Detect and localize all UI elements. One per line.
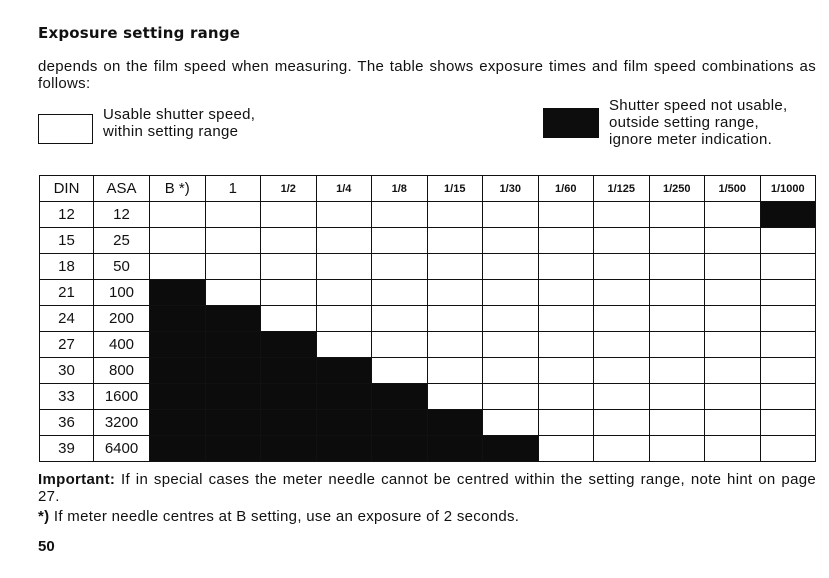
usable-speed-cell xyxy=(483,280,539,306)
usable-speed-cell xyxy=(594,384,650,410)
page-heading: Exposure setting range xyxy=(38,24,241,42)
legend-usable-text xyxy=(103,106,255,140)
asa-cell: 50 xyxy=(94,254,150,280)
usable-speed-cell xyxy=(427,254,483,280)
unusable-speed-cell xyxy=(205,384,261,410)
unusable-speed-cell xyxy=(316,410,372,436)
header-speed: 1/30 xyxy=(483,176,539,202)
usable-speed-cell xyxy=(705,358,761,384)
table-row xyxy=(40,280,816,306)
table-row xyxy=(40,332,816,358)
unusable-speed-cell xyxy=(372,384,428,410)
unusable-speed-cell xyxy=(316,358,372,384)
din-cell: 30 xyxy=(40,358,94,384)
unusable-swatch xyxy=(543,108,599,138)
usable-speed-cell xyxy=(538,436,594,462)
legend-usable-line: Usable shutter speed, xyxy=(103,106,256,123)
unusable-speed-cell xyxy=(205,306,261,332)
usable-speed-cell xyxy=(483,254,539,280)
header-speed: 1 xyxy=(205,176,261,202)
header-speed: 1/8 xyxy=(372,176,428,202)
intro-paragraph: depends on the film speed when measuring. The table shows exposure times and film speed combinations as follows: xyxy=(38,58,816,92)
usable-speed-cell xyxy=(483,358,539,384)
usable-speed-cell xyxy=(594,410,650,436)
usable-speed-cell xyxy=(760,410,816,436)
usable-speed-cell xyxy=(205,254,261,280)
usable-swatch xyxy=(38,114,93,144)
din-cell: 24 xyxy=(40,306,94,332)
usable-speed-cell xyxy=(261,228,317,254)
table-body xyxy=(40,202,816,462)
usable-speed-cell xyxy=(483,202,539,228)
usable-speed-cell xyxy=(205,280,261,306)
usable-speed-cell xyxy=(150,202,206,228)
usable-speed-cell xyxy=(261,202,317,228)
asa-cell: 400 xyxy=(94,332,150,358)
usable-speed-cell xyxy=(705,384,761,410)
usable-speed-cell xyxy=(316,306,372,332)
usable-speed-cell xyxy=(538,332,594,358)
usable-speed-cell xyxy=(372,228,428,254)
usable-speed-cell xyxy=(316,332,372,358)
usable-speed-cell xyxy=(538,384,594,410)
usable-speed-cell xyxy=(372,254,428,280)
usable-speed-cell xyxy=(594,202,650,228)
din-cell: 39 xyxy=(40,436,94,462)
usable-speed-cell xyxy=(594,358,650,384)
unusable-speed-cell xyxy=(261,410,317,436)
exposure-table xyxy=(39,175,816,462)
usable-speed-cell xyxy=(538,358,594,384)
usable-speed-cell xyxy=(705,228,761,254)
usable-speed-cell xyxy=(760,228,816,254)
asa-cell: 6400 xyxy=(94,436,150,462)
legend-unusable-line: Shutter speed not usable, xyxy=(609,97,788,114)
unusable-speed-cell xyxy=(150,332,206,358)
usable-speed-cell xyxy=(427,280,483,306)
usable-speed-cell xyxy=(760,384,816,410)
asa-cell: 200 xyxy=(94,306,150,332)
usable-speed-cell xyxy=(538,410,594,436)
unusable-speed-cell xyxy=(150,384,206,410)
page-number: 50 xyxy=(38,538,55,555)
usable-speed-cell xyxy=(649,384,705,410)
legend-unusable-line: outside setting range, xyxy=(609,114,760,131)
din-cell: 36 xyxy=(40,410,94,436)
usable-speed-cell xyxy=(538,280,594,306)
usable-speed-cell xyxy=(705,202,761,228)
legend-unusable-text xyxy=(609,97,787,148)
table-row xyxy=(40,384,816,410)
unusable-speed-cell xyxy=(150,410,206,436)
unusable-speed-cell xyxy=(760,202,816,228)
asa-cell: 100 xyxy=(94,280,150,306)
usable-speed-cell xyxy=(372,202,428,228)
unusable-speed-cell xyxy=(372,410,428,436)
footnote-text: If meter needle centres at B setting, use an exposure of 2 seconds. xyxy=(49,508,520,525)
usable-speed-cell xyxy=(483,384,539,410)
table-row xyxy=(40,410,816,436)
usable-speed-cell xyxy=(649,306,705,332)
usable-speed-cell xyxy=(483,228,539,254)
unusable-speed-cell xyxy=(427,436,483,462)
usable-speed-cell xyxy=(261,280,317,306)
usable-speed-cell xyxy=(649,254,705,280)
important-text: If in special cases the meter needle cannot be centred within the setting range, note hint on page 27. xyxy=(38,471,816,505)
table-row xyxy=(40,254,816,280)
usable-speed-cell xyxy=(261,254,317,280)
din-cell: 12 xyxy=(40,202,94,228)
usable-speed-cell xyxy=(427,202,483,228)
usable-speed-cell xyxy=(316,280,372,306)
header-speed: 1/15 xyxy=(427,176,483,202)
table-header-row xyxy=(40,176,816,202)
usable-speed-cell xyxy=(760,254,816,280)
asa-cell: 12 xyxy=(94,202,150,228)
header-din: DIN xyxy=(40,176,94,202)
unusable-speed-cell xyxy=(261,436,317,462)
usable-speed-cell xyxy=(705,436,761,462)
usable-speed-cell xyxy=(594,228,650,254)
usable-speed-cell xyxy=(427,384,483,410)
usable-speed-cell xyxy=(483,410,539,436)
usable-speed-cell xyxy=(372,280,428,306)
usable-speed-cell xyxy=(594,254,650,280)
unusable-speed-cell xyxy=(427,410,483,436)
unusable-speed-cell xyxy=(316,436,372,462)
header-speed: 1/2 xyxy=(261,176,317,202)
usable-speed-cell xyxy=(760,306,816,332)
usable-speed-cell xyxy=(649,358,705,384)
unusable-speed-cell xyxy=(150,358,206,384)
usable-speed-cell xyxy=(538,202,594,228)
table-row xyxy=(40,228,816,254)
usable-speed-cell xyxy=(372,332,428,358)
din-cell: 15 xyxy=(40,228,94,254)
header-speed: 1/125 xyxy=(594,176,650,202)
unusable-speed-cell xyxy=(261,358,317,384)
header-speed: 1/250 xyxy=(649,176,705,202)
important-label: Important: xyxy=(38,471,116,488)
unusable-speed-cell xyxy=(205,358,261,384)
table-row xyxy=(40,202,816,228)
table-row xyxy=(40,436,816,462)
usable-speed-cell xyxy=(150,254,206,280)
usable-speed-cell xyxy=(705,280,761,306)
unusable-speed-cell xyxy=(150,306,206,332)
legend-usable xyxy=(38,106,255,144)
header-speed: 1/1000 xyxy=(760,176,816,202)
legend-usable-line: within setting range xyxy=(103,123,239,140)
usable-speed-cell xyxy=(705,254,761,280)
usable-speed-cell xyxy=(316,228,372,254)
header-speed: 1/500 xyxy=(705,176,761,202)
din-cell: 21 xyxy=(40,280,94,306)
usable-speed-cell xyxy=(594,332,650,358)
usable-speed-cell xyxy=(205,228,261,254)
unusable-speed-cell xyxy=(316,384,372,410)
unusable-speed-cell xyxy=(205,410,261,436)
usable-speed-cell xyxy=(760,280,816,306)
usable-speed-cell xyxy=(594,306,650,332)
usable-speed-cell xyxy=(760,358,816,384)
usable-speed-cell xyxy=(705,306,761,332)
usable-speed-cell xyxy=(760,332,816,358)
usable-speed-cell xyxy=(705,410,761,436)
footnote xyxy=(38,508,519,525)
usable-speed-cell xyxy=(483,306,539,332)
unusable-speed-cell xyxy=(150,280,206,306)
asa-cell: 3200 xyxy=(94,410,150,436)
usable-speed-cell xyxy=(427,228,483,254)
usable-speed-cell xyxy=(427,306,483,332)
usable-speed-cell xyxy=(261,306,317,332)
usable-speed-cell xyxy=(649,228,705,254)
unusable-speed-cell xyxy=(261,384,317,410)
unusable-speed-cell xyxy=(261,332,317,358)
usable-speed-cell xyxy=(316,202,372,228)
din-cell: 33 xyxy=(40,384,94,410)
usable-speed-cell xyxy=(649,202,705,228)
usable-speed-cell xyxy=(649,332,705,358)
important-note xyxy=(38,471,816,505)
usable-speed-cell xyxy=(316,254,372,280)
usable-speed-cell xyxy=(649,410,705,436)
unusable-speed-cell xyxy=(483,436,539,462)
usable-speed-cell xyxy=(760,436,816,462)
din-cell: 18 xyxy=(40,254,94,280)
din-cell: 27 xyxy=(40,332,94,358)
table-row xyxy=(40,358,816,384)
asa-cell: 25 xyxy=(94,228,150,254)
usable-speed-cell xyxy=(538,228,594,254)
usable-speed-cell xyxy=(594,280,650,306)
usable-speed-cell xyxy=(649,436,705,462)
usable-speed-cell xyxy=(372,358,428,384)
usable-speed-cell xyxy=(205,202,261,228)
usable-speed-cell xyxy=(427,358,483,384)
unusable-speed-cell xyxy=(205,436,261,462)
header-speed: 1/60 xyxy=(538,176,594,202)
asa-cell: 800 xyxy=(94,358,150,384)
unusable-speed-cell xyxy=(205,332,261,358)
usable-speed-cell xyxy=(649,280,705,306)
unusable-speed-cell xyxy=(372,436,428,462)
usable-speed-cell xyxy=(538,306,594,332)
unusable-speed-cell xyxy=(150,436,206,462)
usable-speed-cell xyxy=(594,436,650,462)
asa-cell: 1600 xyxy=(94,384,150,410)
usable-speed-cell xyxy=(483,332,539,358)
usable-speed-cell xyxy=(705,332,761,358)
usable-speed-cell xyxy=(150,228,206,254)
table-row xyxy=(40,306,816,332)
usable-speed-cell xyxy=(538,254,594,280)
header-speed: 1/4 xyxy=(316,176,372,202)
usable-speed-cell xyxy=(427,332,483,358)
legend-unusable xyxy=(543,97,787,148)
header-asa: ASA xyxy=(94,176,150,202)
header-b: B *) xyxy=(150,176,206,202)
usable-speed-cell xyxy=(372,306,428,332)
footnote-marker: *) xyxy=(38,508,50,525)
legend-unusable-line: ignore meter indication. xyxy=(609,131,773,148)
